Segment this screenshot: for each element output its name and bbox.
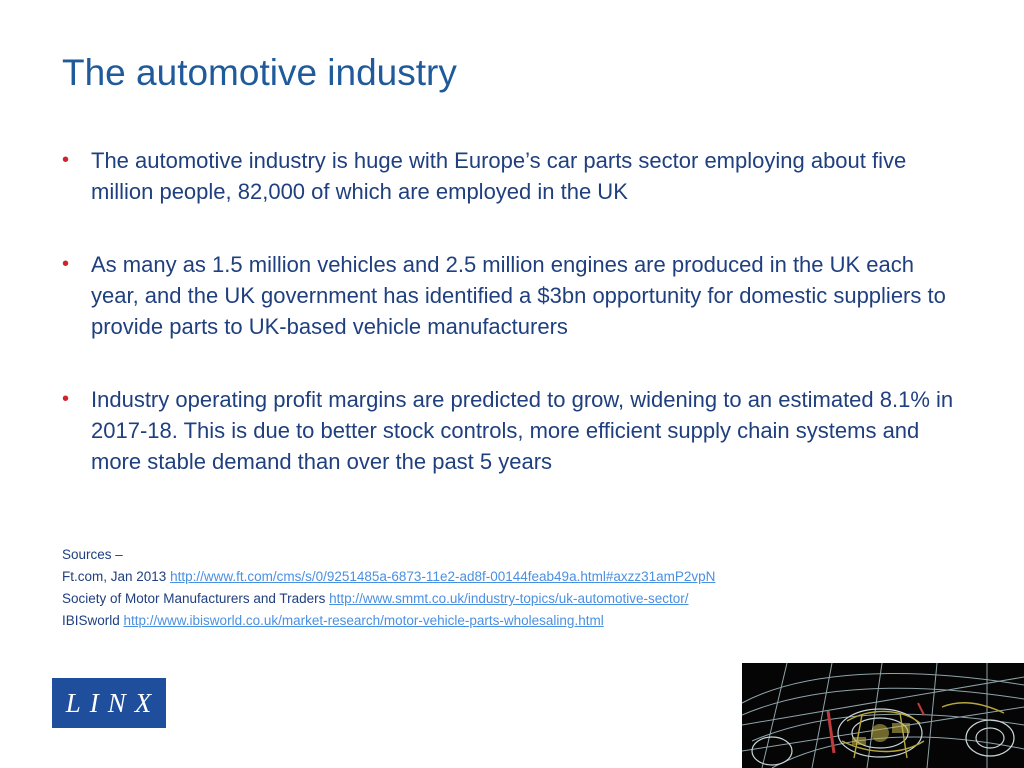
car-wireframe-image <box>742 663 1024 768</box>
bullet-item <box>62 384 962 477</box>
source-line <box>62 566 715 588</box>
bullet-marker-icon: • <box>62 388 70 410</box>
bullet-text: The automotive industry is huge with Europe’s car parts sector employing about five million people, 82,000 of which are employed in the UK <box>91 148 907 204</box>
source-line <box>62 610 715 632</box>
bullet-marker-icon: • <box>62 149 70 171</box>
logo-text: LINX <box>65 687 161 718</box>
source-link[interactable]: http://www.ibisworld.co.uk/market-research/motor-vehicle-parts-wholesaling.html <box>123 613 604 628</box>
bullet-item <box>62 249 962 342</box>
sources-heading: Sources – <box>62 547 123 562</box>
linx-logo <box>52 678 166 728</box>
source-label: IBISworld <box>62 613 124 628</box>
bullet-item <box>62 145 962 207</box>
bullet-list <box>62 145 962 477</box>
slide-title: The automotive industry <box>62 52 457 93</box>
source-link[interactable]: http://www.smmt.co.uk/industry-topics/uk-automotive-sector/ <box>329 591 689 606</box>
bullet-marker-icon: • <box>62 253 70 275</box>
bullet-text: As many as 1.5 million vehicles and 2.5 million engines are produced in the UK each year, and the UK government has identified a $3bn opportunity for domestic suppliers to provide parts to UK-based vehicle manufacturers <box>91 252 946 339</box>
source-line <box>62 588 715 610</box>
source-label: Society of Motor Manufacturers and Traders <box>62 591 330 606</box>
car-wireframe-icon <box>742 663 1024 768</box>
bullet-text: Industry operating profit margins are predicted to grow, widening to an estimated 8.1% in 2017-18. This is due to better stock controls, more efficient supply chain systems and more stable demand than over the past 5 years <box>91 387 954 474</box>
sources-section <box>62 544 715 632</box>
source-link[interactable]: http://www.ft.com/cms/s/0/9251485a-6873-11e2-ad8f-00144feab49a.html#axzz31amP2vpN <box>170 569 716 584</box>
source-label: Ft.com, Jan 2013 <box>62 569 171 584</box>
